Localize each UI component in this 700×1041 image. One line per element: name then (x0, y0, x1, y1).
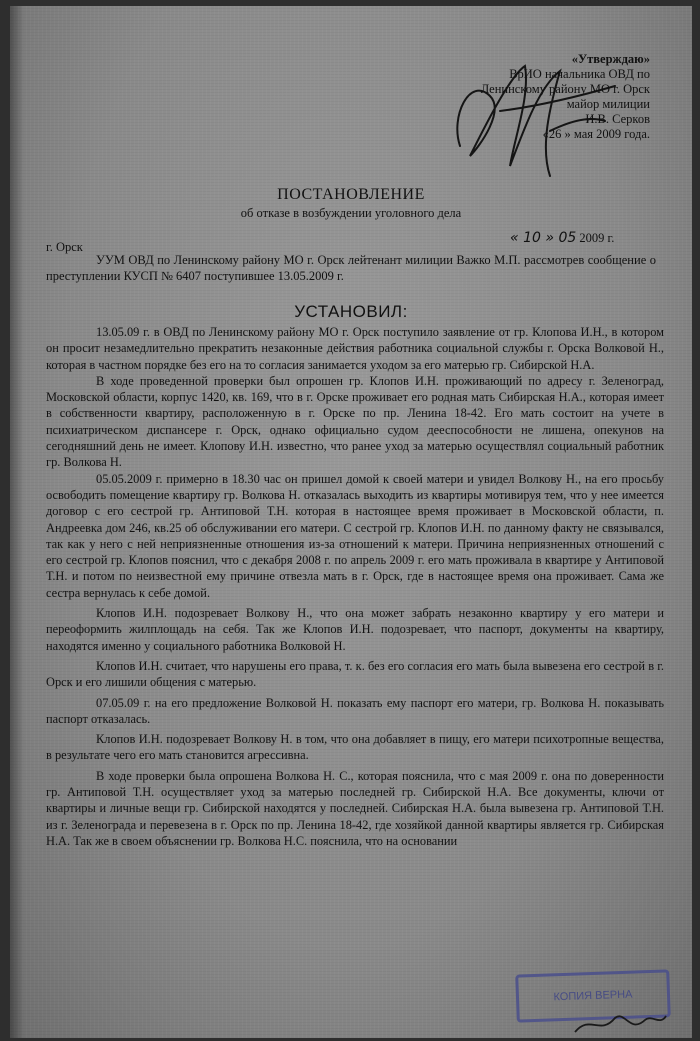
body-paragraph: 07.05.09 г. на его предложение Волковой Н. показать ему паспорт его матери, гр. Волкова Н. показывать паспорт отказалась. (46, 695, 664, 726)
body-paragraph: В ходе проверки была опрошена Волкова Н. С., которая пояснила, что с мая 2009 г. она по доверенности гр. Антиповой Т.Н. осуществляет уход за матерью последней гр. Сибирской Н.А. Все документы, ключи от квартиры и личные вещи гр. Сибирской находятся у последней. Сибирская Н.А. была вывезена гр. Антиповой Т.Н. из г. Зеленограда и перевезена в г. Орск по пр. Ленина 18-42, где хозяйкой данной квартиры является гр. Сибирская Н.А. Так же в своем объяснении гр. Волкова Н.С. пояснила, что на основании (46, 768, 664, 848)
approval-title: «Утверждаю» (571, 52, 650, 66)
body-paragraph: Клопов И.Н. считает, что нарушены его права, т. к. без его согласия его мать была вывезена его сестрой в г. Орск и его лишили общения с матерью. (46, 658, 664, 690)
document-title: ПОСТАНОВЛЕНИЕ (277, 186, 425, 203)
intro-text: УУМ ОВД по Ленинскому району МО г. Орск лейтенант милиции Важко М.П. рассмотрев сообщение о преступлении КУСП № 6407 поступившее 13.05.2009 г. (46, 253, 656, 283)
body-paragraph: В ходе проведенной проверки был опрошен гр. Клопов И.Н. проживающий по адресу г. Зеленоград, Московской области, корпус 1420, кв. 169, что в г. Орске проживает его родная мать Сибирская Н.А., которая имеет в собственности квартиру, расположенную в г. Орске по пр. Ленина 18-42. Его мать состоит на учете в психиатрическом диспансере г. Орск, однако официально судом дееспособности не лишена, опекунов на сегодняшний день не имеет. Клопову И.Н. известно, что ранее уход за матерью осуществлял социальный работник гр. Волкова Н. (46, 373, 664, 470)
scan-edge-shadow (10, 6, 24, 1038)
document-date (510, 230, 614, 246)
document-page (10, 6, 692, 1038)
approval-line: майор милиции (566, 97, 650, 111)
body-paragraph: 13.05.09 г. в ОВД по Ленинскому району МО г. Орск поступило заявление от гр. Клопова И.Н., в котором он просит незамедлительно прекратить незаконные действия работника социальной службы г. Орска Волковой Н., которая в частном порядке без его на то согласия занимается уходом за его матерью гр. Сибирской Н.А. (46, 325, 664, 372)
body-paragraph: Клопов И.Н. подозревает Волкову Н. в том, что она добавляет в пищу, его матери психотропные вещества, в результате чего его мать становится агрессивна. (46, 732, 664, 763)
approval-line: «26 » мая 2009 года. (542, 127, 650, 141)
document-body (46, 324, 664, 849)
stamp-text: КОПИЯ ВЕРНА (553, 988, 633, 1004)
established-heading: УСТАНОВИЛ: (294, 302, 408, 321)
body-paragraph: Клопов И.Н. подозревает Волкову Н., что она может забрать незаконно квартиру у его матери и переоформить жилплощадь на себя. Так же Клопов И.Н. подозревает, что паспорт, документы на квартиру, находятся именно у социального работника Волковой Н. (46, 606, 664, 653)
handwritten-date: « 10 » 05 (510, 230, 577, 246)
body-paragraph: 05.05.2009 г. примерно в 18.30 час он пришел домой к своей матери и увидел Волкову Н., на его просьбу освободить помещение квартиру гр. Волкова Н. отказалась выходить из квартиры мотивируя тем, что у нее имеется договор с его сестрой гр. Антиповой Т.Н. которая в настоящее время проживает в Московской области, п. Андреевка дом 246, кв.25 об обслуживании его матери. С сестрой гр. Клопов И.Н. по данному факту не связывался, так как у него с ней неприязненные отношения из-за отношений к матери. Причина неприязненных отношений с его сестрой гр. Клопов пояснил, что с декабря 2008 г. по апрель 2009 г. его мать проживала в квартире у Антиповой Т.Н. и потом по неизвестной ему причине отвезла мать в г. Орск, где в настоящее время она проживает. Сама же сестра вернулась к себе домой. (46, 471, 664, 600)
approval-line: Ленинскому району МО г. Орск (480, 82, 650, 96)
document-city: г. Орск (46, 240, 83, 254)
document-subtitle: об отказе в возбуждении уголовного дела (240, 206, 462, 220)
date-year: 2009 г. (579, 231, 615, 245)
intro-paragraph (46, 252, 656, 284)
approval-line: И.В. Серков (585, 112, 650, 126)
approval-block (430, 52, 650, 142)
stamp-signature (570, 1006, 670, 1038)
approval-line: ВрИО начальника ОВД по (509, 67, 650, 81)
